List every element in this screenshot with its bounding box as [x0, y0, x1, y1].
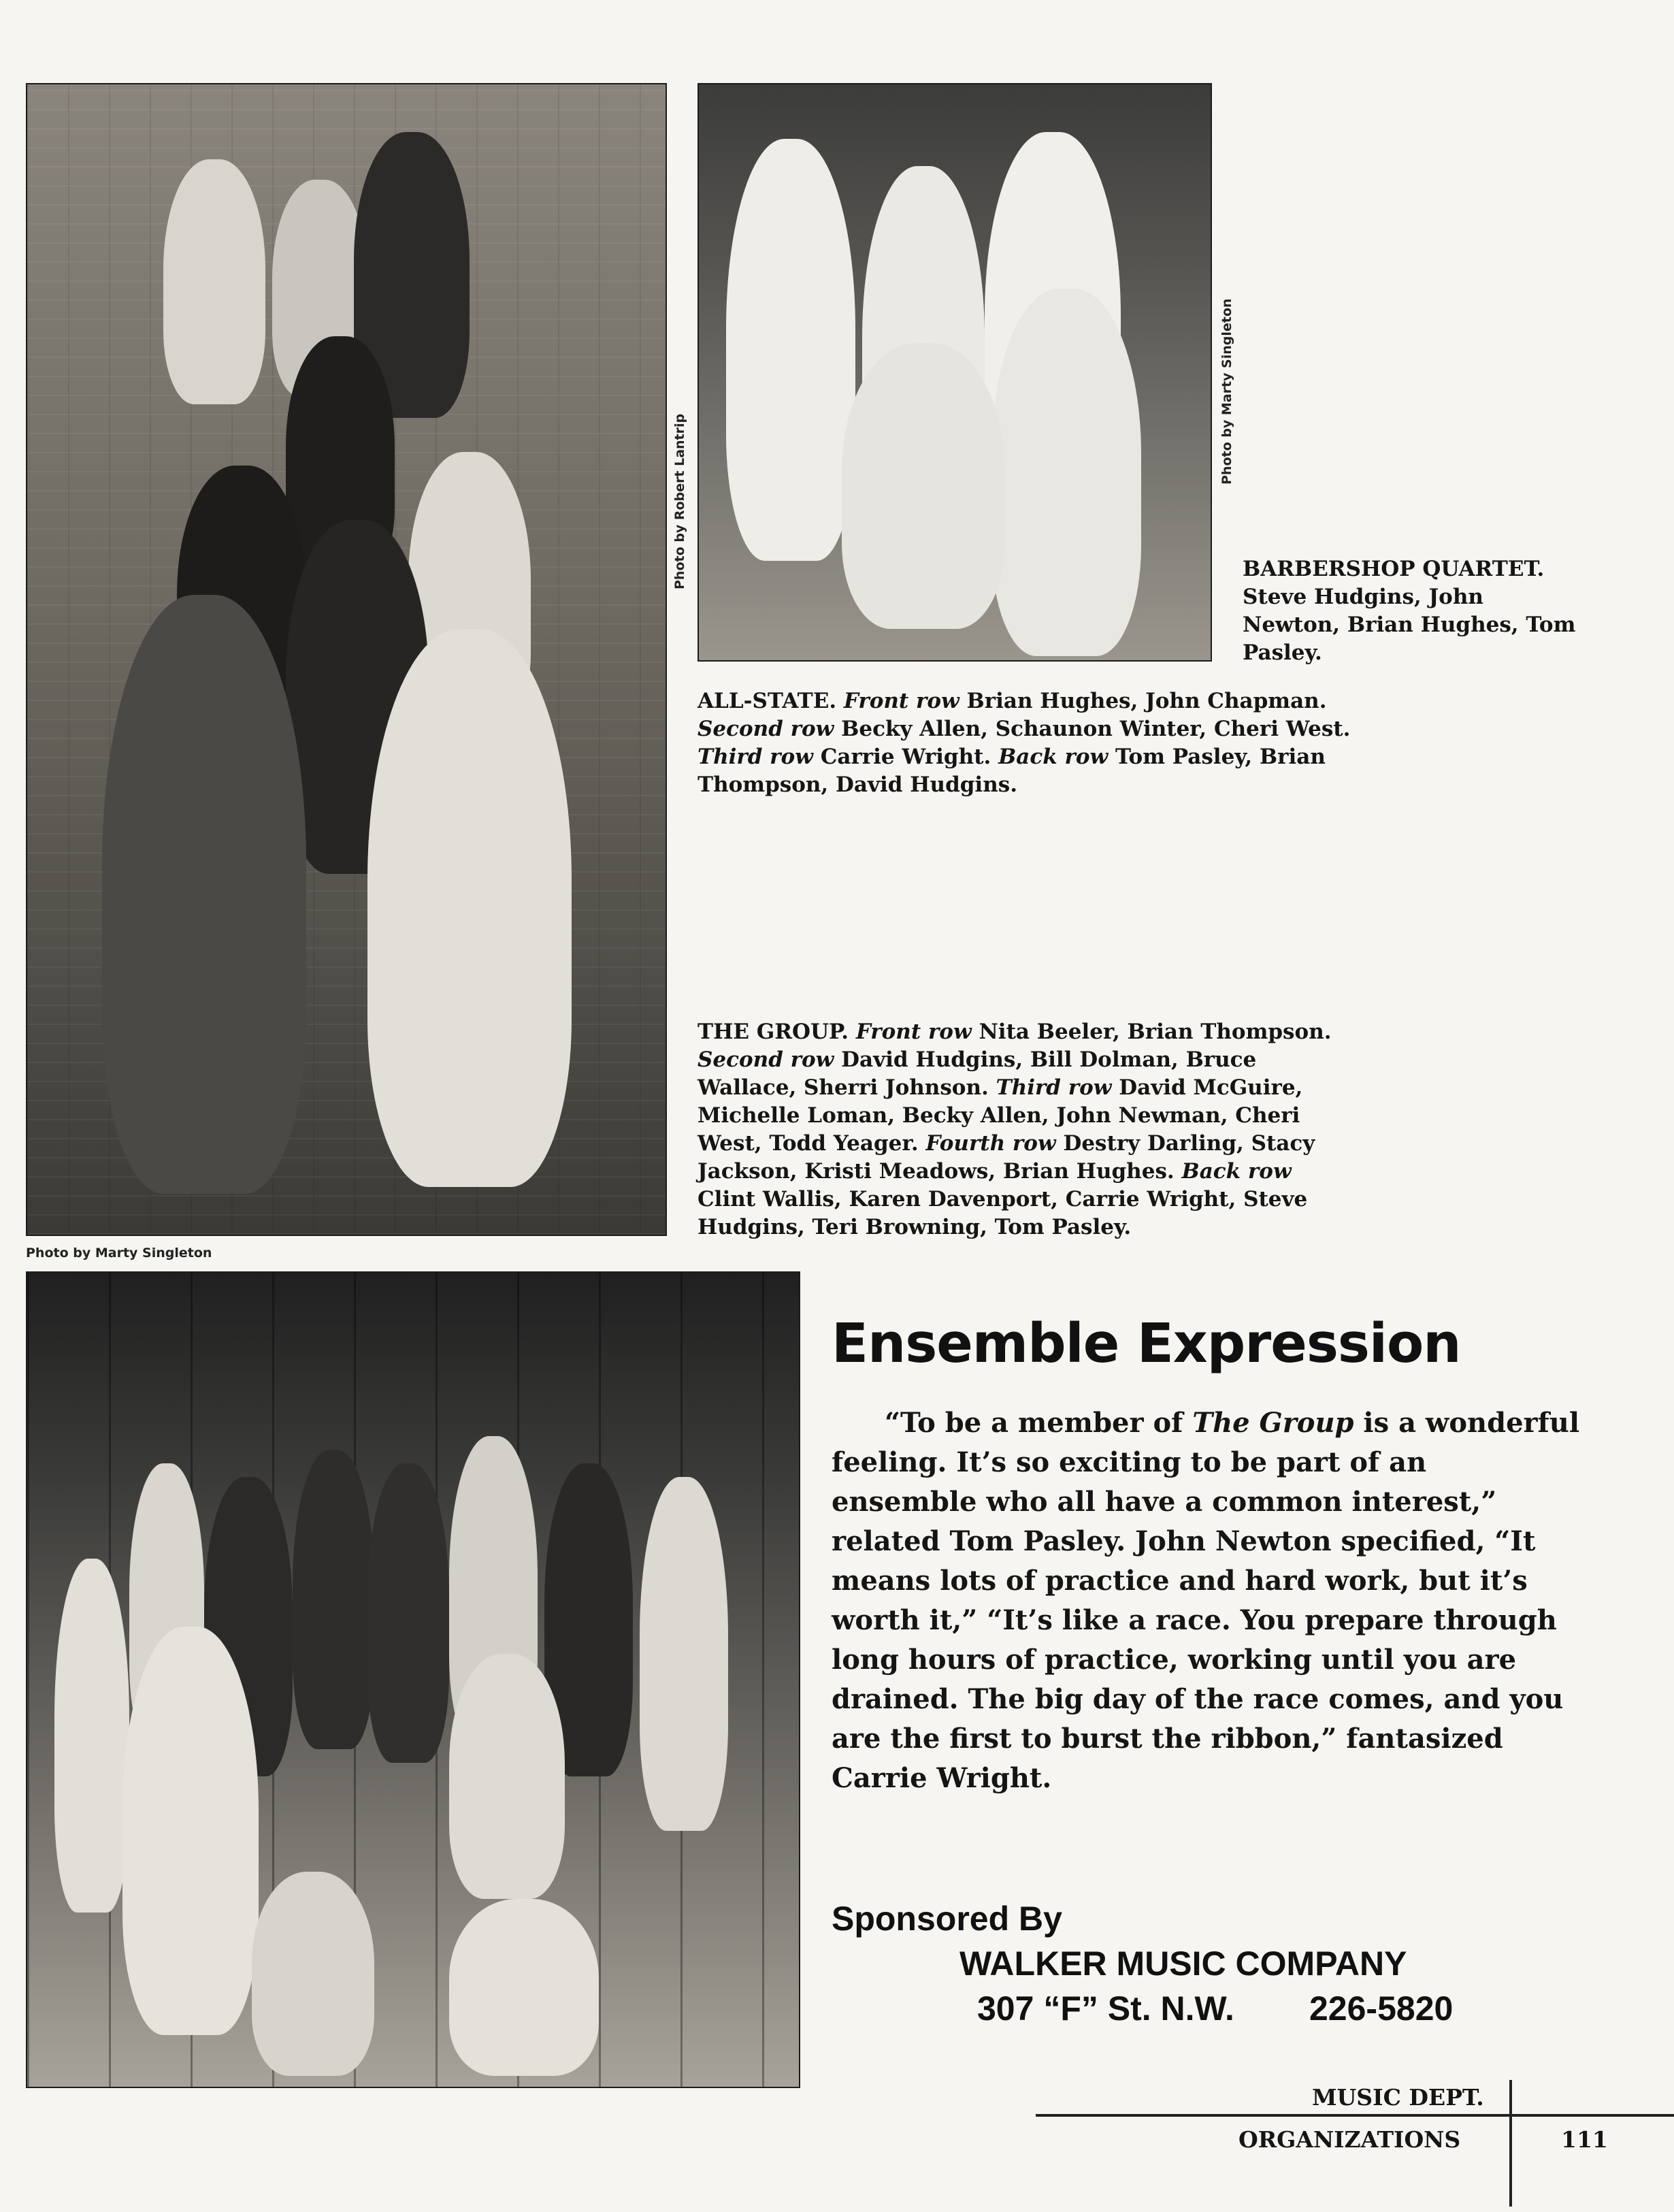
footer-vertical-rule — [1509, 2080, 1512, 2207]
group-back-names: Clint Wallis, Karen Davenport, Carrie Wright, Steve Hudgins, Teri Browning, Tom Pasley. — [698, 1187, 1308, 1239]
group-back-label: Back row — [1181, 1159, 1292, 1184]
stairs-photo-credit: Photo by Marty Singleton — [26, 1246, 212, 1260]
sponsor-address: 307 “F” St. N.W. — [977, 1989, 1234, 2028]
allstate-front-names: Brian Hughes, John Chapman. — [966, 689, 1327, 713]
sponsor-heading: Sponsored By — [832, 1900, 1062, 1938]
barbershop-line-1: Steve Hudgins, John — [1243, 585, 1483, 609]
article-quote-title: The Group — [1192, 1407, 1354, 1439]
footer-category: ORGANIZATIONS — [1238, 2126, 1461, 2153]
allstate-second-label: Second row — [698, 717, 834, 741]
sponsor-phone: 226-5820 — [1309, 1989, 1454, 2028]
quartet-side-credit: Photo by Marty Singleton — [1219, 298, 1234, 485]
barbershop-caption — [1243, 555, 1624, 667]
allstate-third-label: Third row — [698, 745, 813, 769]
quartet-photo — [698, 83, 1212, 662]
article-body — [832, 1403, 1580, 1798]
group-second-label: Second row — [698, 1047, 834, 1072]
group-front-label: Front row — [855, 1020, 972, 1044]
group-photo — [26, 1271, 800, 2088]
allstate-back-names: Tom Pasley, Brian Thompson, David Hudgins. — [698, 745, 1326, 797]
barbershop-line-2: Newton, Brian Hughes, Tom — [1243, 613, 1576, 637]
allstate-front-label: Front row — [843, 689, 959, 713]
allstate-second-names: Becky Allen, Schaunon Winter, Cheri West. — [841, 717, 1351, 741]
quartet-photo-credit: Photo by Robert Lantrip — [672, 413, 687, 589]
page-number: 111 — [1561, 2126, 1608, 2153]
group-label: THE GROUP. — [698, 1020, 849, 1044]
allstate-third-names: Carrie Wright. — [820, 745, 991, 769]
article-headline: Ensemble Expression — [832, 1312, 1461, 1375]
stairs-photo — [26, 83, 667, 1236]
article-quote-rest: is a wonderful feeling. It’s so exciting to be part of an ensemble who all have a common interest,” related Tom Pasley. John Newton specified, “It means lots of practice and hard work, but it’s worth it,” “It’s like a race. You prepare through long hours of practice, working until you are drained. The big day of the race comes, and you are the first to burst the ribbon,” fantasized Carrie Wright. — [832, 1407, 1580, 1794]
group-third-names: David McGuire, Michelle Loman, Becky Allen, John Newman, Cheri West, Todd Yeager. — [698, 1075, 1303, 1156]
allstate-caption — [698, 687, 1351, 799]
group-third-label: Third row — [996, 1075, 1112, 1100]
allstate-label: ALL-STATE. — [698, 689, 837, 713]
group-fourth-names: Destry Darling, Stacy Jackson, Kristi Meadows, Brian Hughes. — [698, 1131, 1315, 1184]
footer-section: MUSIC DEPT. — [1312, 2084, 1484, 2111]
allstate-back-label: Back row — [998, 745, 1109, 769]
footer-horizontal-rule — [1036, 2114, 1674, 2117]
sponsor-company: WALKER MUSIC COMPANY — [959, 1945, 1407, 1983]
group-second-names: David Hudgins, Bill Dolman, Bruce Wallace, Sherri Johnson. — [698, 1047, 1257, 1100]
group-fourth-label: Fourth row — [925, 1131, 1056, 1156]
barbershop-label: BARBERSHOP QUARTET. — [1243, 557, 1545, 581]
group-front-names: Nita Beeler, Brian Thompson. — [979, 1020, 1332, 1044]
group-caption — [698, 1018, 1351, 1241]
barbershop-line-3: Pasley. — [1243, 640, 1322, 665]
article-quote-open: “To be a member of — [885, 1407, 1193, 1439]
